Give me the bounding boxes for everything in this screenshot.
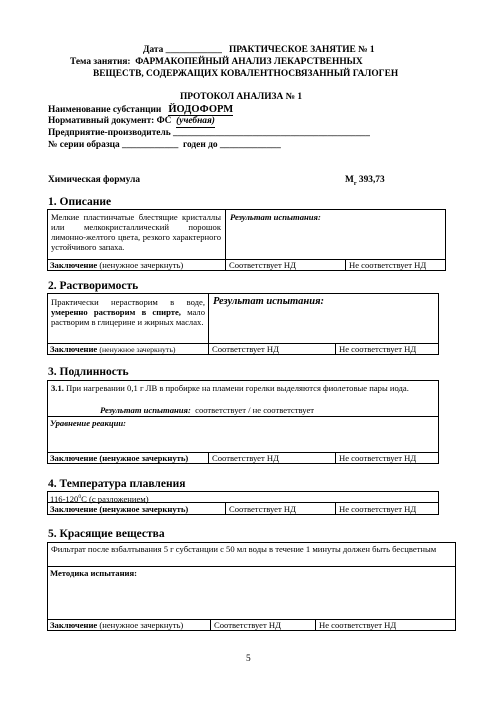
section3-conclusion-label: Заключение (ненужное зачеркнуть): [50, 453, 189, 463]
section1-not-complies[interactable]: Не соответствует НД: [349, 260, 427, 270]
normative-row: [48, 116, 215, 128]
date-line: [143, 45, 375, 56]
topic-line: [70, 57, 363, 68]
series-blank: ____________: [122, 140, 179, 150]
section1-conclusion: [50, 260, 183, 270]
section4-conclusion-label: Заключение (ненужное зачеркнуть): [50, 504, 189, 514]
section3-item: [51, 383, 435, 393]
section3-complies[interactable]: Соответствует НД: [212, 453, 279, 463]
section3-item-no: 3.1.: [51, 383, 64, 393]
section2-complies[interactable]: Соответствует НД: [212, 344, 279, 354]
page-number: 5: [246, 654, 251, 664]
mr-value: 393,73: [358, 175, 385, 185]
section4-range-tail: С (с разложением): [81, 493, 149, 504]
section2-conclusion: [50, 344, 175, 355]
series-label: № серии образца: [48, 140, 120, 150]
section2-conclusion-note: (ненужное зачеркнуть): [99, 345, 176, 354]
substance-value: ЙОДОФОРМ: [168, 104, 234, 115]
section1-result-label: Результат испытания:: [230, 212, 321, 222]
section5-text: Фильтрат после взбалтывания 5 г субстанции с 50 мл воды в течение 1 минуты должен быть бесцветным: [51, 544, 437, 554]
lesson-title: ПРАКТИЧЕСКОЕ ЗАНЯТИЕ № 1: [228, 45, 375, 55]
section1-text: Мелкие пластинчатые блестящие кристаллы или мелкокристаллический порошок лимонно-желтого цвета, резкого характерного устойчивого запаха.: [51, 212, 221, 252]
section4-degree: 0: [78, 494, 82, 500]
manufacturer-label: Предприятие-производитель: [48, 128, 171, 138]
normative-label: Нормативный документ: ФС: [48, 116, 172, 126]
section5-conclusion: [50, 620, 183, 630]
section3-title: 3. Подлинность: [48, 366, 129, 378]
section1-title: 1. Описание: [48, 196, 112, 208]
section2-conclusion-label: Заключение: [50, 344, 98, 354]
topic-line1: ФАРМАКОПЕЙНЫЙ АНАЛИЗ ЛЕКАРСТВЕННЫХ: [135, 57, 363, 67]
section4-not-complies[interactable]: Не соответствует НД: [339, 504, 417, 514]
section3-equation-label: Уравнение реакции:: [50, 418, 127, 428]
section3-not-complies[interactable]: Не соответствует НД: [339, 453, 417, 463]
section2-result-label: Результат испытания:: [213, 296, 324, 307]
section1-conclusion-note: (ненужное зачеркнуть): [99, 260, 184, 270]
valid-label: годен до: [182, 140, 218, 150]
section2-text-post: мало растворим в глицерине и жирных маслах.: [51, 307, 206, 327]
section2-text-bold: умеренно растворим в спирте,: [51, 307, 181, 317]
section5-method-label: Методика испытания:: [50, 568, 137, 578]
formula-label: Химическая формула: [48, 175, 141, 185]
section1-complies[interactable]: Соответствует НД: [229, 260, 296, 270]
substance-row: [48, 104, 233, 116]
section5-table: [47, 542, 456, 631]
section5-conclusion-note: (ненужное зачеркнуть): [99, 620, 184, 630]
section4-complies[interactable]: Соответствует НД: [229, 504, 296, 514]
mr-label: M: [345, 175, 354, 185]
section2-text-pre: Практически нерастворим в воде,: [51, 297, 205, 307]
molar-mass: [345, 175, 385, 190]
section3-result: [100, 405, 314, 415]
section5-conclusion-label: Заключение: [50, 620, 98, 630]
section3-item-text: При нагревании 0,1 г ЛВ в пробирке на пламени горелки выделяются фиолетовые пары иода.: [66, 383, 409, 393]
substance-label: Наименование субстанции: [48, 105, 162, 115]
manufacturer-row: [48, 128, 370, 139]
section3-result-label: Результат испытания:: [100, 405, 191, 415]
section5-title: 5. Красящие вещества: [48, 528, 165, 540]
section4-range-value: 116-120: [50, 493, 79, 504]
section2-not-complies[interactable]: Не соответствует НД: [339, 344, 417, 354]
section3-result-options[interactable]: соответствует / не соответствует: [195, 405, 315, 415]
normative-value: (учебная): [176, 116, 215, 126]
section4-title: 4. Температура плавления: [48, 478, 186, 490]
date-label: Дата: [143, 45, 164, 55]
section5-not-complies[interactable]: Не соответствует НД: [319, 620, 397, 630]
protocol-title: ПРОТОКОЛ АНАЛИЗА № 1: [180, 92, 303, 102]
mr-sub: r: [353, 180, 357, 187]
topic-label: Тема занятия:: [70, 57, 131, 67]
section2-text: [51, 297, 205, 327]
section1-conclusion-label: Заключение: [50, 260, 98, 270]
manufacturer-blank: __________________________________________: [173, 128, 370, 138]
date-blank: ____________: [165, 45, 222, 55]
series-row: [48, 140, 281, 151]
valid-blank: _____________: [219, 140, 281, 150]
section2-title: 2. Растворимость: [48, 280, 139, 292]
topic-line2: ВЕЩЕСТВ, СОДЕРЖАЩИХ КОВАЛЕНТНОСВЯЗАННЫЙ ГАЛОГЕН: [93, 69, 399, 79]
section4-range: [50, 492, 149, 504]
section5-complies[interactable]: Соответствует НД: [214, 620, 281, 630]
